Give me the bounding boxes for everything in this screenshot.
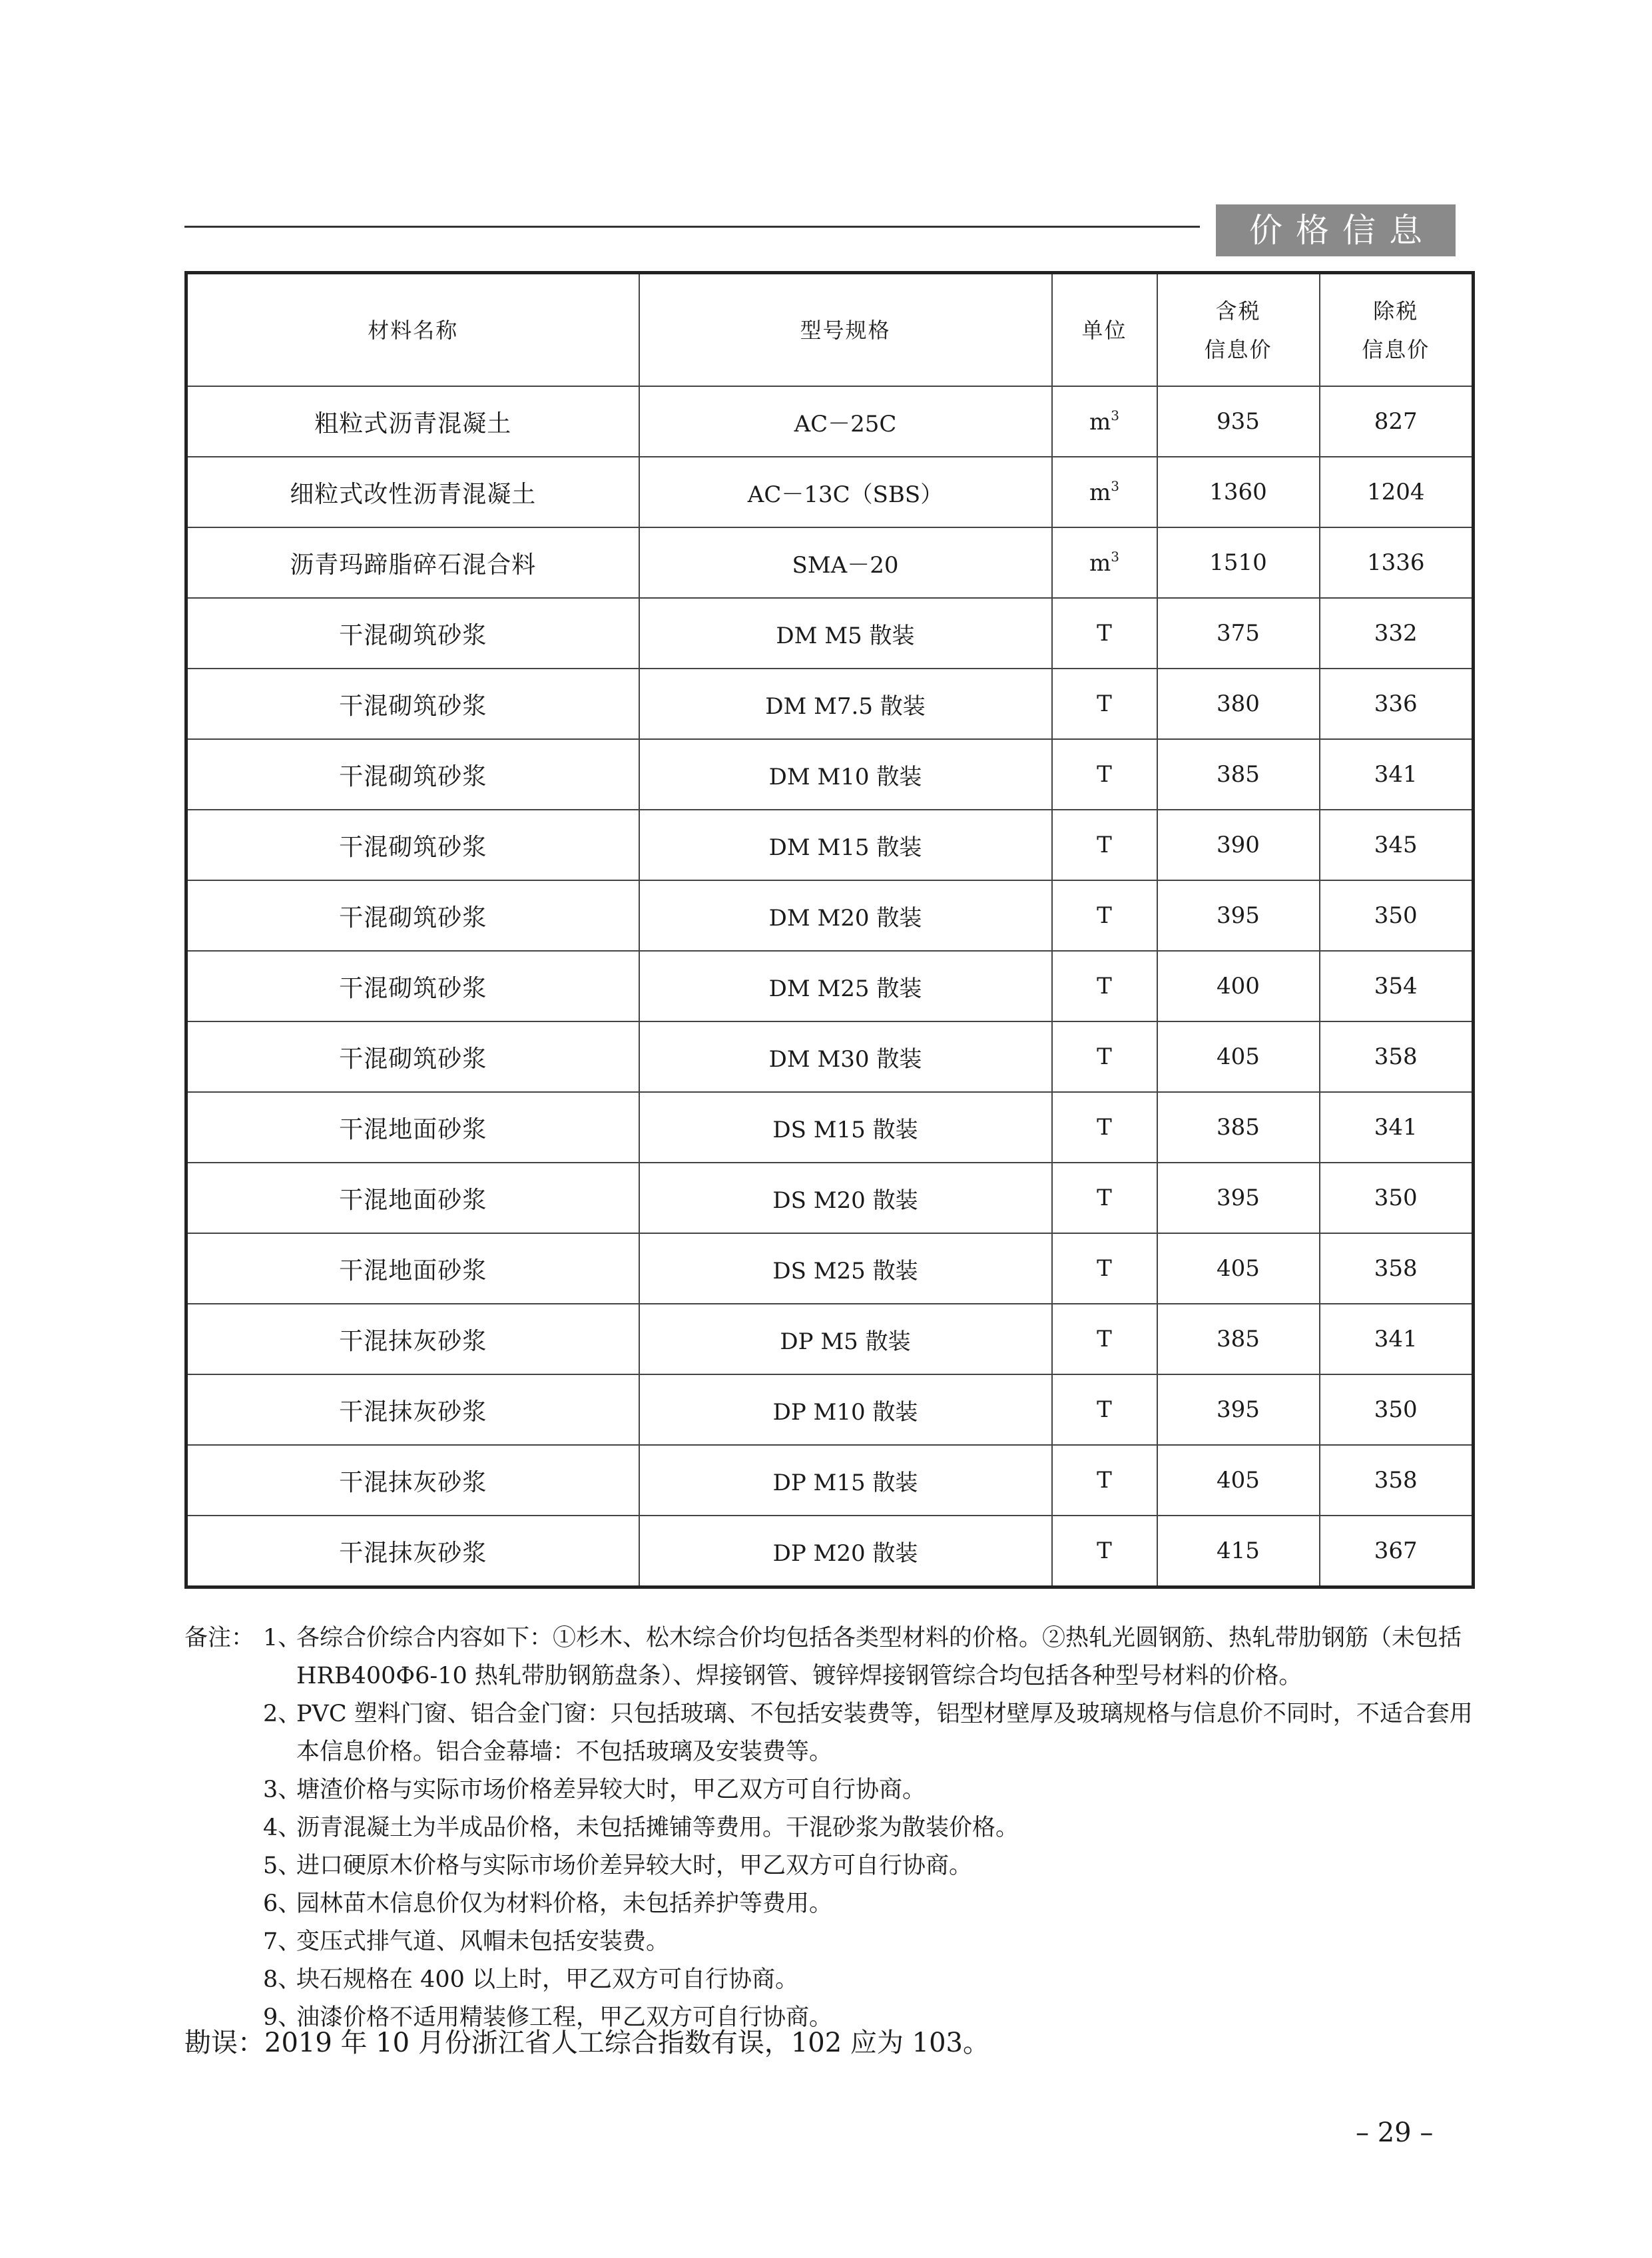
cell-spec: DS M15 散装 — [639, 1092, 1052, 1163]
unit-base: T — [1097, 761, 1112, 788]
cell-price-tax-excluded: 358 — [1320, 1233, 1474, 1304]
header-tax-excluded — [1320, 273, 1474, 387]
cell-material-name: 干混地面砂浆 — [186, 1163, 639, 1233]
cell-unit — [1052, 1021, 1157, 1092]
note-text: 各综合价综合内容如下：①杉木、松木综合价均包括各类型材料的价格。②热轧光圆钢筋、热轧带肋钢筋（未包括HRB400Φ6-10 热轧带肋钢筋盘条）、焊接钢管、镀锌焊接钢管综合均包括各种型号材料的价格。 — [296, 1625, 1462, 1689]
cell-spec: DS M20 散装 — [639, 1163, 1052, 1233]
cell-spec: AC－25C — [639, 386, 1052, 457]
cell-unit — [1052, 880, 1157, 951]
cell-price-tax-excluded: 332 — [1320, 598, 1474, 669]
cell-price-tax-excluded: 1336 — [1320, 527, 1474, 598]
header-name: 材料名称 — [186, 273, 639, 387]
cell-spec: DM M25 散装 — [639, 951, 1052, 1021]
table-row — [186, 739, 1474, 810]
cell-price-tax-excluded: 354 — [1320, 951, 1474, 1021]
unit-base: T — [1097, 1114, 1112, 1141]
table-row — [186, 1445, 1474, 1516]
cell-price-tax-excluded: 350 — [1320, 880, 1474, 951]
header-unit: 单位 — [1052, 273, 1157, 387]
table-row — [186, 1233, 1474, 1304]
erratum: 勘误：2019 年 10 月份浙江省人工综合指数有误，102 应为 103。 — [184, 2028, 989, 2058]
table-row — [186, 1374, 1474, 1445]
note-text: 油漆价格不适用精装修工程，甲乙双方可自行协商。 — [296, 2004, 833, 2031]
cell-unit — [1052, 1445, 1157, 1516]
cell-price-tax-excluded: 350 — [1320, 1163, 1474, 1233]
cell-price-tax-excluded: 367 — [1320, 1516, 1474, 1587]
table-row — [186, 457, 1474, 527]
notes-list — [263, 1619, 1483, 2037]
cell-spec: DS M25 散装 — [639, 1233, 1052, 1304]
cell-unit — [1052, 1233, 1157, 1304]
cell-unit — [1052, 1092, 1157, 1163]
unit-base: T — [1097, 902, 1112, 929]
section-title: 价格信息 — [1216, 204, 1456, 256]
cell-material-name: 干混砌筑砂浆 — [186, 739, 639, 810]
note-text: 变压式排气道、风帽未包括安装费。 — [296, 1928, 670, 1955]
cell-unit — [1052, 739, 1157, 810]
cell-material-name: 干混砌筑砂浆 — [186, 951, 639, 1021]
cell-material-name: 干混抹灰砂浆 — [186, 1445, 639, 1516]
cell-price-tax-included: 385 — [1157, 1092, 1320, 1163]
cell-price-tax-included: 935 — [1157, 386, 1320, 457]
cell-material-name: 粗粒式沥青混凝土 — [186, 386, 639, 457]
table-row — [186, 386, 1474, 457]
note-number: 2、 — [263, 1701, 302, 1727]
cell-unit — [1052, 1304, 1157, 1374]
unit-base: m — [1089, 409, 1111, 435]
unit-base: T — [1097, 1326, 1112, 1352]
note-text: 沥青混凝土为半成品价格，未包括摊铺等费用。干混砂浆为散装价格。 — [296, 1815, 1019, 1841]
cell-price-tax-excluded: 358 — [1320, 1445, 1474, 1516]
unit-base: T — [1097, 1396, 1112, 1423]
cell-unit — [1052, 1163, 1157, 1233]
unit-base: T — [1097, 832, 1112, 858]
cell-unit — [1052, 810, 1157, 880]
table-row — [186, 1021, 1474, 1092]
table-row — [186, 810, 1474, 880]
cell-price-tax-included: 375 — [1157, 598, 1320, 669]
table-row — [186, 951, 1474, 1021]
note-row — [184, 1619, 1483, 2037]
cell-price-tax-excluded: 345 — [1320, 810, 1474, 880]
notes — [184, 1619, 1483, 2037]
note-text: 园林苗木信息价仅为材料价格，未包括养护等费用。 — [296, 1890, 833, 1917]
header-tax-excluded-line1: 除税 — [1373, 298, 1419, 324]
cell-spec: DP M5 散装 — [639, 1304, 1052, 1374]
cell-price-tax-included: 395 — [1157, 1163, 1320, 1233]
cell-price-tax-included: 405 — [1157, 1233, 1320, 1304]
note-item — [263, 1923, 1483, 1961]
cell-price-tax-excluded: 827 — [1320, 386, 1474, 457]
header-rule — [184, 226, 1200, 228]
page-number: – 29 – — [1356, 2117, 1434, 2148]
note-number: 8、 — [263, 1966, 302, 1993]
cell-spec: DP M15 散装 — [639, 1445, 1052, 1516]
cell-material-name: 干混砌筑砂浆 — [186, 598, 639, 669]
cell-material-name: 干混抹灰砂浆 — [186, 1304, 639, 1374]
cell-spec: DM M15 散装 — [639, 810, 1052, 880]
cell-material-name: 干混砌筑砂浆 — [186, 669, 639, 739]
cell-unit — [1052, 669, 1157, 739]
note-text: 塘渣价格与实际市场价格差异较大时，甲乙双方可自行协商。 — [296, 1777, 926, 1803]
note-number: 9、 — [263, 2004, 302, 2031]
cell-price-tax-included: 405 — [1157, 1445, 1320, 1516]
unit-base: T — [1097, 691, 1112, 717]
unit-base: T — [1097, 1255, 1112, 1282]
notes-label: 备注： — [184, 1625, 255, 1651]
unit-exponent: 3 — [1111, 478, 1119, 494]
cell-unit — [1052, 951, 1157, 1021]
table-row — [186, 1304, 1474, 1374]
table-row — [186, 880, 1474, 951]
unit-exponent: 3 — [1111, 408, 1119, 423]
cell-spec: DM M10 散装 — [639, 739, 1052, 810]
header-tax-included — [1157, 273, 1320, 387]
price-table — [184, 271, 1475, 1589]
table-row — [186, 1163, 1474, 1233]
note-number: 7、 — [263, 1928, 302, 1955]
note-text: PVC 塑料门窗、铝合金门窗：只包括玻璃、不包括安装费等，铝型材壁厚及玻璃规格与信息价不同时，不适合套用本信息价格。铝合金幕墙：不包括玻璃及安装费等。 — [296, 1701, 1473, 1765]
cell-price-tax-included: 395 — [1157, 880, 1320, 951]
cell-unit — [1052, 386, 1157, 457]
note-text: 块石规格在 400 以上时，甲乙双方可自行协商。 — [296, 1966, 799, 1993]
unit-base: T — [1097, 620, 1112, 647]
cell-price-tax-excluded: 358 — [1320, 1021, 1474, 1092]
header-spec: 型号规格 — [639, 273, 1052, 387]
note-item — [263, 1809, 1483, 1847]
unit-base: T — [1097, 1185, 1112, 1211]
note-number: 3、 — [263, 1777, 302, 1803]
cell-price-tax-excluded: 341 — [1320, 739, 1474, 810]
note-number: 5、 — [263, 1852, 302, 1879]
cell-price-tax-excluded: 341 — [1320, 1092, 1474, 1163]
cell-material-name: 干混砌筑砂浆 — [186, 880, 639, 951]
note-item — [263, 1885, 1483, 1923]
note-number: 4、 — [263, 1815, 302, 1841]
cell-unit — [1052, 598, 1157, 669]
cell-spec: DM M7.5 散装 — [639, 669, 1052, 739]
cell-price-tax-included: 1510 — [1157, 527, 1320, 598]
cell-price-tax-included: 405 — [1157, 1021, 1320, 1092]
cell-price-tax-excluded: 341 — [1320, 1304, 1474, 1374]
note-item — [263, 1619, 1483, 1695]
cell-price-tax-included: 385 — [1157, 1304, 1320, 1374]
unit-base: m — [1089, 479, 1111, 506]
cell-spec: DM M30 散装 — [639, 1021, 1052, 1092]
cell-price-tax-included: 385 — [1157, 739, 1320, 810]
cell-unit — [1052, 527, 1157, 598]
cell-price-tax-included: 415 — [1157, 1516, 1320, 1587]
table-row — [186, 598, 1474, 669]
note-number: 6、 — [263, 1890, 302, 1917]
cell-material-name: 干混地面砂浆 — [186, 1092, 639, 1163]
note-item — [263, 1771, 1483, 1809]
note-number: 1、 — [263, 1625, 302, 1651]
cell-unit — [1052, 457, 1157, 527]
cell-spec: AC－13C（SBS） — [639, 457, 1052, 527]
note-item — [263, 1847, 1483, 1885]
cell-price-tax-included: 395 — [1157, 1374, 1320, 1445]
table-row — [186, 1092, 1474, 1163]
unit-base: T — [1097, 1538, 1112, 1564]
unit-base: T — [1097, 1043, 1112, 1070]
cell-price-tax-included: 380 — [1157, 669, 1320, 739]
cell-unit — [1052, 1516, 1157, 1587]
header-tax-excluded-line2: 信息价 — [1362, 336, 1430, 362]
cell-material-name: 干混砌筑砂浆 — [186, 1021, 639, 1092]
table-row — [186, 1516, 1474, 1587]
header-tax-included-line1: 含税 — [1215, 298, 1261, 324]
cell-price-tax-excluded: 1204 — [1320, 457, 1474, 527]
cell-material-name: 细粒式改性沥青混凝土 — [186, 457, 639, 527]
note-item — [263, 1695, 1483, 1771]
cell-spec: DM M5 散装 — [639, 598, 1052, 669]
table-row — [186, 527, 1474, 598]
cell-material-name: 干混抹灰砂浆 — [186, 1516, 639, 1587]
header-tax-included-line2: 信息价 — [1204, 336, 1272, 362]
cell-material-name: 沥青玛蹄脂碎石混合料 — [186, 527, 639, 598]
cell-price-tax-excluded: 336 — [1320, 669, 1474, 739]
cell-price-tax-included: 400 — [1157, 951, 1320, 1021]
cell-spec: DP M20 散装 — [639, 1516, 1052, 1587]
unit-exponent: 3 — [1111, 549, 1119, 565]
cell-spec: SMA－20 — [639, 527, 1052, 598]
cell-price-tax-included: 1360 — [1157, 457, 1320, 527]
unit-base: T — [1097, 1467, 1112, 1494]
cell-price-tax-excluded: 350 — [1320, 1374, 1474, 1445]
cell-material-name: 干混抹灰砂浆 — [186, 1374, 639, 1445]
note-item — [263, 1961, 1483, 1999]
cell-material-name: 干混地面砂浆 — [186, 1233, 639, 1304]
cell-material-name: 干混砌筑砂浆 — [186, 810, 639, 880]
unit-base: T — [1097, 973, 1112, 999]
cell-spec: DP M10 散装 — [639, 1374, 1052, 1445]
unit-base: m — [1089, 550, 1111, 577]
cell-unit — [1052, 1374, 1157, 1445]
table-header-row — [186, 273, 1474, 387]
cell-price-tax-included: 390 — [1157, 810, 1320, 880]
table-row — [186, 669, 1474, 739]
cell-spec: DM M20 散装 — [639, 880, 1052, 951]
note-text: 进口硬原木价格与实际市场价差异较大时，甲乙双方可自行协商。 — [296, 1852, 973, 1879]
